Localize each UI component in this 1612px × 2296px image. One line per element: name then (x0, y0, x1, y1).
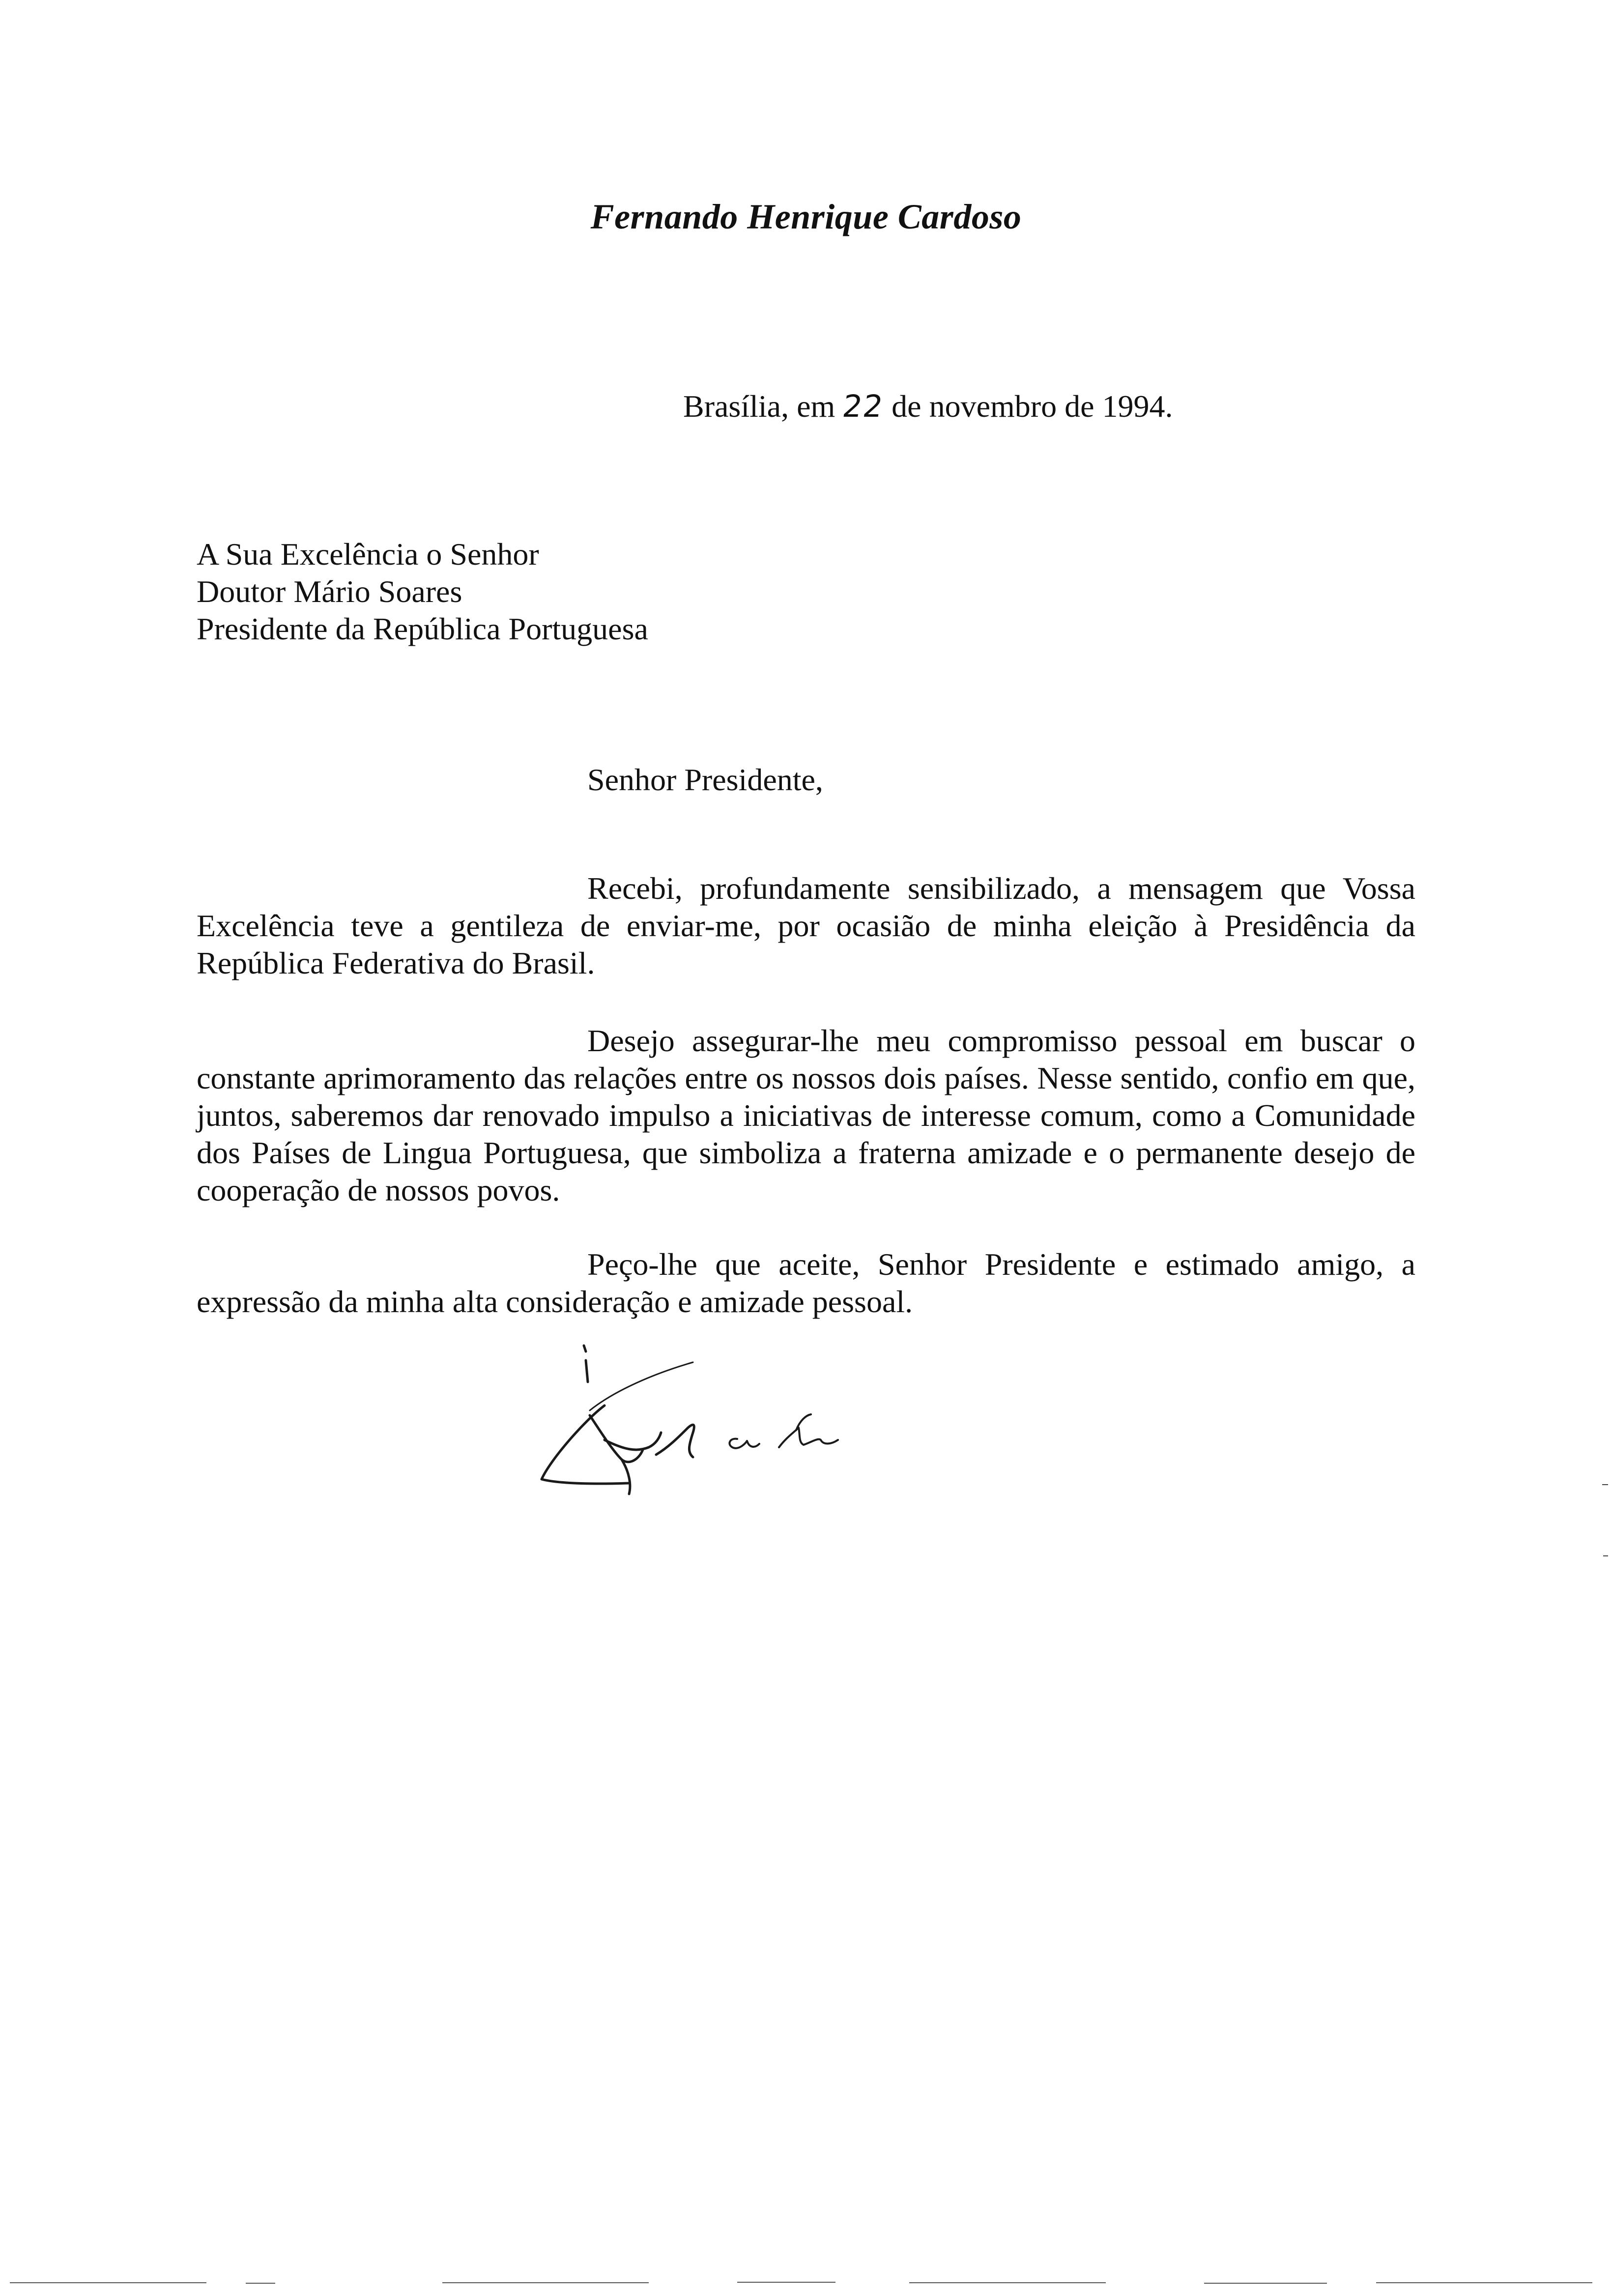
salutation: Senhor Presidente, (587, 762, 823, 797)
scan-edge-mark-1 (1602, 1484, 1608, 1485)
handwritten-signature (531, 1337, 885, 1504)
addressee-line-3: Presidente da República Portuguesa (197, 611, 648, 646)
dateline-suffix: de novembro de 1994. (892, 389, 1173, 424)
addressee-block (197, 536, 648, 648)
addressee-line-2: Doutor Mário Soares (197, 574, 462, 609)
scan-bottom-edge (0, 2280, 1612, 2285)
scan-edge-mark-2 (1603, 1555, 1608, 1556)
paragraph-1: Recebi, profundamente sensibilizado, a mensagem que Vossa Excelência teve a gentileza de enviar-me, por ocasião de minha eleição à Presidência da República Federativa do Brasil. (197, 871, 1415, 980)
addressee-line-1: A Sua Excelência o Senhor (197, 537, 539, 572)
paragraph-3: Peço-lhe que aceite, Senhor Presidente e estimado amigo, a expressão da minha alta consideração e amizade pessoal. (197, 1247, 1415, 1319)
letterhead-name: Fernando Henrique Cardoso (590, 197, 1022, 236)
dateline-prefix: Brasília, em (683, 389, 835, 424)
dateline (683, 388, 1173, 425)
dateline-day: 22 (840, 388, 887, 424)
paragraph-2: Desejo assegurar-lhe meu compromisso pessoal em buscar o constante aprimoramento das relações entre os nossos dois países. Nesse sentido, confio em que, juntos, saberemos dar renovado impulso a iniciativas de interesse comum, como a Comunidade dos Países de Lingua Portuguesa, que simboliza a fraterna amizade e o permanente desejo de cooperação de nossos povos. (197, 1023, 1415, 1207)
